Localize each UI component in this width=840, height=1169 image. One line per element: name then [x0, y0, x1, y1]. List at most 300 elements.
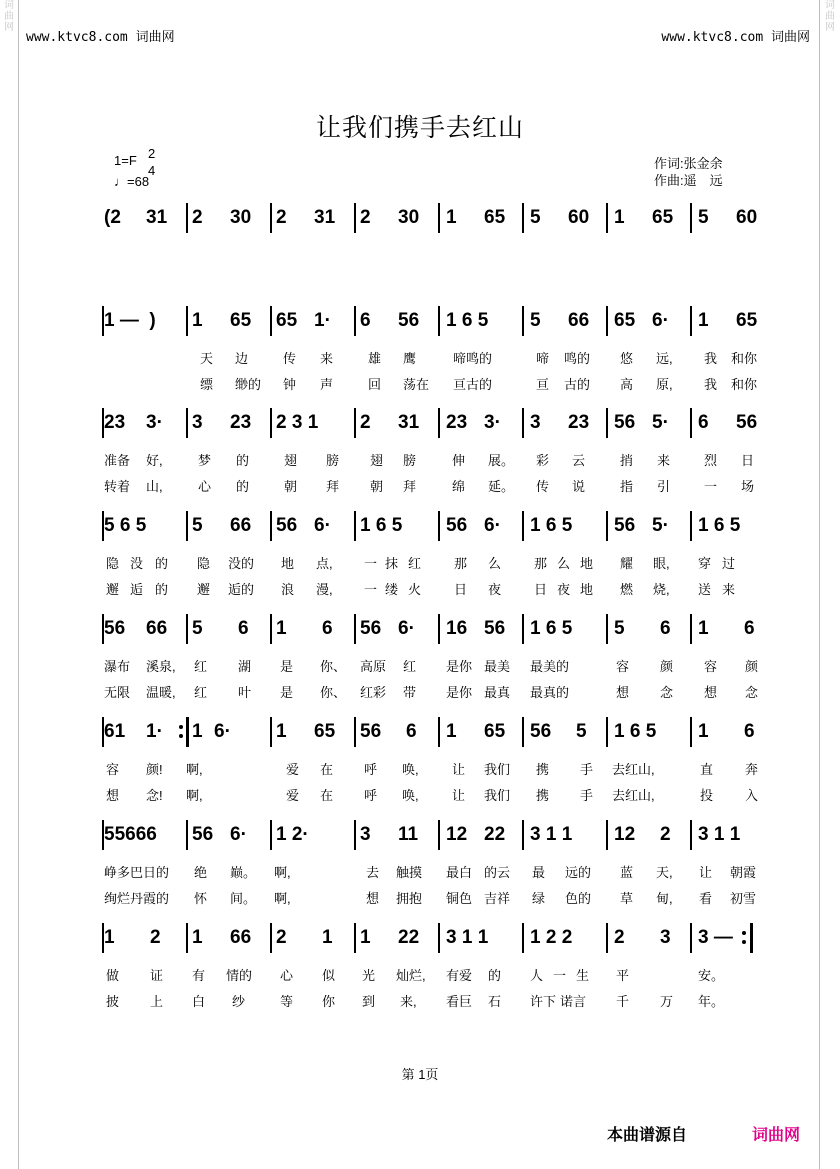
barline	[690, 408, 692, 438]
lyric-verse-2: 万	[660, 994, 674, 1009]
lyric-verse-2: 燃	[620, 582, 634, 597]
lyric-verse-2: 间。	[230, 891, 257, 906]
note-group: 6	[322, 618, 333, 639]
lyric-verse-1: 容	[106, 762, 120, 777]
barline	[690, 614, 692, 644]
note-group: 65	[314, 721, 336, 742]
lyric-verse-1: 心	[280, 968, 294, 983]
note-group: 3	[530, 412, 541, 433]
lyric-verse-2: 看	[699, 891, 713, 906]
barline	[606, 923, 608, 953]
lyric-verse-2: 漫,	[316, 582, 333, 597]
note-group: 1 6 5	[360, 515, 403, 536]
barline	[522, 203, 524, 233]
lyric-verse-1: 穿	[698, 556, 712, 571]
note-group: 5	[576, 721, 587, 742]
note-group: 65	[484, 721, 506, 742]
barline	[522, 511, 524, 541]
lyric-verse-1: 云	[572, 453, 586, 468]
lyric-verse-1: 的	[236, 453, 250, 468]
barline	[606, 717, 608, 747]
score-system	[0, 820, 840, 850]
lyric-verse-2: 火	[408, 582, 422, 597]
note-group: 56	[614, 515, 636, 536]
lyric-verse-2: 日	[454, 582, 468, 597]
time-signature	[148, 145, 155, 179]
lyric-verse-2: 纱	[232, 994, 246, 1009]
lyric-verse-2: 和你	[731, 377, 758, 392]
note-group: 1·	[314, 310, 331, 331]
barline	[186, 306, 188, 336]
lyric-verse-2: 到	[362, 994, 376, 1009]
note-group: 3 1 1	[530, 824, 573, 845]
note-group: 1	[698, 618, 709, 639]
lyric-verse-1: 么	[488, 556, 502, 571]
lyric-verse-1: 手	[580, 762, 594, 777]
note-group: 1 6 5	[446, 310, 489, 331]
note-group: 1	[360, 927, 371, 948]
lyric-verse-2: 念!	[146, 788, 163, 803]
lyric-verse-2: 最真的	[530, 685, 570, 700]
lyric-verse-1: 瀑布	[104, 659, 131, 674]
note-group: 6·	[652, 310, 669, 331]
barline	[522, 408, 524, 438]
lyric-verse-1: 爱	[286, 762, 300, 777]
note-group: 5	[698, 207, 709, 228]
lyric-verse-1: 红	[194, 659, 208, 674]
repeat-dots	[179, 723, 183, 741]
note-group: 5	[530, 207, 541, 228]
lyric-verse-1: 最白	[446, 865, 473, 880]
note-group: 6·	[230, 824, 247, 845]
meter-top: 2	[148, 146, 156, 161]
note-group: 60	[736, 207, 758, 228]
note-group: (2	[104, 207, 121, 228]
lyric-verse-1: 红	[403, 659, 417, 674]
repeat-dots	[742, 929, 746, 947]
lyric-verse-1: 蓝	[620, 865, 634, 880]
lyric-verse-1: 在	[320, 762, 334, 777]
lyric-verse-2: 你、	[320, 685, 347, 700]
score-system	[0, 408, 840, 438]
note-group: 65	[614, 310, 636, 331]
lyric-verse-1: 来	[320, 351, 334, 366]
lyric-verse-2: 逅	[130, 582, 144, 597]
barline	[438, 923, 440, 953]
barline	[690, 820, 692, 850]
note-group: 2	[614, 927, 625, 948]
lyric-verse-1: 没	[130, 556, 144, 571]
note-group: 6	[744, 618, 755, 639]
lyric-verse-2: 钟	[283, 377, 297, 392]
note-group: 56	[104, 618, 126, 639]
lyricist-credit: 作词:张金余	[654, 156, 723, 171]
lyric-verse-1: 翅	[370, 453, 384, 468]
barline	[354, 408, 356, 438]
lyric-verse-2: 绿	[532, 891, 546, 906]
barline	[438, 614, 440, 644]
lyric-verse-1: 容	[704, 659, 718, 674]
note-group: 5	[192, 618, 203, 639]
lyric-verse-1: 有	[192, 968, 206, 983]
lyric-verse-1: 边	[235, 351, 249, 366]
lyric-verse-1: 是你	[446, 659, 473, 674]
note-group: 56	[614, 412, 636, 433]
score-system	[0, 306, 840, 336]
lyric-verse-2: 来	[722, 582, 736, 597]
note-group: 65	[736, 310, 758, 331]
lyric-verse-2: 色的	[565, 891, 592, 906]
lyric-verse-1: 眼,	[653, 556, 670, 571]
note-group: 31	[314, 207, 336, 228]
note-group: 2	[192, 207, 203, 228]
lyric-verse-2: 绚烂丹霞的	[104, 891, 170, 906]
lyric-verse-1: 呼	[364, 762, 378, 777]
note-group: 1	[322, 927, 333, 948]
lyric-verse-1: 和你	[731, 351, 758, 366]
note-group: 61	[104, 721, 126, 742]
lyric-verse-1: 膀	[403, 453, 417, 468]
barline	[690, 923, 692, 953]
lyric-verse-1: 人	[530, 968, 544, 983]
lyric-verse-2: 想	[704, 685, 718, 700]
note-group: 2	[150, 927, 161, 948]
lyric-verse-1: 抹	[385, 556, 399, 571]
note-group: 30	[230, 207, 252, 228]
barline	[270, 511, 272, 541]
lyric-verse-1: 翅	[284, 453, 298, 468]
note-group: 56	[276, 515, 298, 536]
lyric-verse-1: 没的	[228, 556, 255, 571]
lyric-verse-1: 携	[536, 762, 550, 777]
lyric-verse-1: 准备	[104, 453, 131, 468]
composer-credit: 作曲:遥 远	[654, 173, 723, 188]
lyric-verse-1: 远,	[656, 351, 673, 366]
lyric-verse-1: 那	[534, 556, 548, 571]
lyric-verse-1: 捎	[620, 453, 634, 468]
lyric-verse-2: 声	[320, 377, 334, 392]
lyric-verse-2: 想	[616, 685, 630, 700]
note-group: 1	[276, 618, 287, 639]
lyric-verse-2: 甸,	[656, 891, 673, 906]
lyric-verse-2: 邂	[197, 582, 211, 597]
lyric-verse-2: 朝	[284, 479, 298, 494]
lyric-verse-1: 做	[106, 968, 120, 983]
lyric-verse-2: 邂	[106, 582, 120, 597]
barline	[522, 306, 524, 336]
lyric-verse-1: 奔	[745, 762, 759, 777]
lyric-verse-2: 的	[155, 582, 169, 597]
lyric-verse-2: 投	[700, 788, 714, 803]
note-group: 6·	[484, 515, 501, 536]
note-group: 66	[568, 310, 590, 331]
lyric-verse-1: 唤,	[402, 762, 419, 777]
lyric-verse-2: 铜色	[446, 891, 473, 906]
lyric-verse-2: 等	[280, 994, 294, 1009]
note-group: 6·	[314, 515, 331, 536]
lyric-verse-2: 回	[368, 377, 382, 392]
barline	[438, 511, 440, 541]
note-group: 23	[230, 412, 252, 433]
lyric-verse-1: 我	[704, 351, 718, 366]
lyric-verse-1: 日	[741, 453, 755, 468]
barline	[606, 820, 608, 850]
note-group: 6	[744, 721, 755, 742]
page-number: 第 1页	[401, 1067, 439, 1082]
lyric-verse-2: 携	[536, 788, 550, 803]
barline	[186, 614, 188, 644]
lyric-verse-1: 隐	[197, 556, 211, 571]
lyric-verse-2: 绵	[452, 479, 466, 494]
barline	[606, 408, 608, 438]
barline	[186, 820, 188, 850]
lyric-verse-1: 峥多巴日的	[104, 865, 170, 880]
final-repeat-barline	[750, 923, 753, 953]
score-system	[0, 203, 840, 233]
song-title: 让我们携手去红山	[315, 114, 524, 142]
note-group: 1 6 5	[698, 515, 741, 536]
note-group: 65	[276, 310, 298, 331]
barline	[690, 717, 692, 747]
lyric-verse-1: 过	[722, 556, 736, 571]
note-group: 3	[360, 824, 371, 845]
lyric-verse-1: 膀	[326, 453, 340, 468]
lyric-verse-1: 情的	[226, 968, 253, 983]
note-group: 3·	[484, 412, 501, 433]
lyric-verse-2: 的	[236, 479, 250, 494]
lyric-verse-1: 啊,	[186, 762, 203, 777]
lyric-verse-1: 来	[657, 453, 671, 468]
lyric-verse-2: 原,	[656, 377, 673, 392]
lyric-verse-2: 许下	[530, 994, 557, 1009]
lyric-verse-1: 展。	[488, 453, 515, 468]
note-group: 6	[698, 412, 709, 433]
note-group: 6	[406, 721, 417, 742]
lyric-verse-1: 天	[200, 351, 214, 366]
lyric-verse-2: 年。	[698, 994, 725, 1009]
note-group: 3 —	[698, 927, 733, 948]
barline	[438, 203, 440, 233]
note-group: 3 1 1	[446, 927, 489, 948]
lyric-verse-2: 场	[741, 479, 755, 494]
lyric-verse-2: 转着	[104, 479, 131, 494]
lyric-verse-2: 送	[698, 582, 712, 597]
note-group: 1	[192, 927, 203, 948]
lyric-verse-2: 古的	[564, 377, 591, 392]
note-group: 5	[192, 515, 203, 536]
lyric-verse-2: 荡在	[403, 377, 430, 392]
barline	[522, 614, 524, 644]
side-watermark-right: 词曲网	[825, 0, 835, 33]
lyric-verse-2: 吉祥	[484, 891, 511, 906]
lyric-verse-1: 的	[488, 968, 502, 983]
lyric-verse-2: 是你	[446, 685, 473, 700]
lyric-verse-2: 白	[192, 994, 206, 1009]
lyric-verse-1: 光	[362, 968, 376, 983]
lyric-verse-1: 的云	[484, 865, 511, 880]
lyric-verse-2: 指	[620, 479, 634, 494]
lyric-verse-2: 是	[280, 685, 294, 700]
lyric-verse-2: 怀	[194, 891, 208, 906]
lyric-verse-2: 去红山,	[612, 788, 655, 803]
lyric-verse-2: 石	[488, 994, 502, 1009]
note-group: 1	[192, 721, 203, 742]
lyric-verse-2: 缈的	[235, 377, 262, 392]
barline	[606, 203, 608, 233]
lyric-verse-2: 我们	[484, 788, 511, 803]
lyric-verse-2: 逅的	[228, 582, 255, 597]
note-group: 5·	[652, 515, 669, 536]
lyric-verse-2: 我	[704, 377, 718, 392]
lyric-verse-2: 缥	[200, 377, 214, 392]
lyric-verse-2: 拥抱	[396, 891, 423, 906]
barline	[522, 923, 524, 953]
lyric-verse-1: 一	[364, 556, 378, 571]
lyric-verse-2: 唤,	[402, 788, 419, 803]
lyric-verse-1: 绝	[194, 865, 208, 880]
barline	[270, 923, 272, 953]
lyric-verse-1: 似	[322, 968, 336, 983]
note-group: 23	[568, 412, 590, 433]
note-group: 65	[230, 310, 252, 331]
tempo-value: =68	[127, 174, 150, 189]
barline	[690, 203, 692, 233]
lyric-verse-1: 朝霞	[730, 865, 757, 880]
lyric-verse-2: 红	[194, 685, 208, 700]
barline	[186, 923, 188, 953]
lyric-verse-2: 无限	[104, 685, 131, 700]
lyric-verse-1: 颜	[745, 659, 759, 674]
lyric-verse-1: 触摸	[396, 865, 423, 880]
note-group: 22	[398, 927, 420, 948]
barline	[354, 614, 356, 644]
lyric-verse-1: 巅。	[230, 865, 257, 880]
note-group: 5 6 5	[104, 515, 147, 536]
meter-bottom: 4	[148, 163, 156, 178]
lyric-verse-2: 一	[704, 479, 718, 494]
note-group: 56	[192, 824, 214, 845]
lyric-verse-1: 彩	[536, 453, 550, 468]
lyric-verse-2: 入	[745, 788, 759, 803]
lyric-verse-2: 引	[657, 479, 671, 494]
lyric-verse-1: 悠	[620, 351, 634, 366]
barline	[270, 820, 272, 850]
lyric-verse-1: 啊,	[274, 865, 291, 880]
lyric-verse-2: 带	[403, 685, 417, 700]
note-group: 1	[614, 207, 625, 228]
lyric-verse-1: 你、	[320, 659, 347, 674]
lyric-verse-2: 红彩	[360, 685, 387, 700]
lyric-verse-1: 地	[580, 556, 594, 571]
lyric-verse-2: 想	[106, 788, 120, 803]
barline	[354, 820, 356, 850]
lyric-verse-1: 啼鸣的	[453, 351, 493, 366]
side-watermark-left: 词曲网	[4, 0, 14, 33]
lyric-verse-2: 温暖,	[146, 685, 176, 700]
note-group: 3 1 1	[698, 824, 741, 845]
note-group: 1 2·	[276, 824, 309, 845]
barline	[606, 306, 608, 336]
lyric-verse-2: 看巨	[446, 994, 473, 1009]
barline	[270, 306, 272, 336]
header-right-site[interactable]: www.ktvc8.com 词曲网	[661, 30, 810, 45]
lyric-verse-2: 呼	[364, 788, 378, 803]
lyric-verse-2: 一	[364, 582, 378, 597]
lyric-verse-2: 啊,	[186, 788, 203, 803]
lyric-verse-1: 最	[532, 865, 546, 880]
note-group: 23	[104, 412, 126, 433]
lyric-verse-1: 隐	[106, 556, 120, 571]
lyric-verse-1: 好,	[146, 453, 163, 468]
note-group: 6	[360, 310, 371, 331]
note-group: 1 2 2	[530, 927, 573, 948]
lyric-verse-2: 啊,	[274, 891, 291, 906]
lyric-verse-1: 溪泉,	[146, 659, 176, 674]
lyric-verse-2: 说	[572, 479, 586, 494]
lyric-verse-1: 耀	[620, 556, 634, 571]
lyric-verse-2: 在	[320, 788, 334, 803]
note-group: 1	[446, 207, 457, 228]
lyric-verse-2: 高	[620, 377, 634, 392]
repeat-barline	[186, 717, 189, 747]
footer-source-label: 本曲谱源自	[607, 1127, 688, 1144]
note-group: 1	[192, 310, 203, 331]
lyric-verse-1: 地	[281, 556, 295, 571]
note-group: 65	[652, 207, 674, 228]
note-group: 3	[192, 412, 203, 433]
note-group: 1	[104, 927, 115, 948]
score-system	[0, 923, 840, 953]
footer-site-name[interactable]: 词曲网	[752, 1127, 801, 1144]
note-group: 1	[698, 310, 709, 331]
lyric-verse-2: 亘古的	[453, 377, 493, 392]
header-left-site[interactable]: www.ktvc8.com 词曲网	[26, 30, 175, 45]
note-group: 56	[530, 721, 552, 742]
lyric-verse-1: 雄	[368, 351, 382, 366]
barline	[438, 408, 440, 438]
barline	[606, 511, 608, 541]
note-group: 6	[238, 618, 249, 639]
lyric-verse-2: 夜	[557, 582, 571, 597]
note-group: 22	[484, 824, 506, 845]
note-group: 6	[660, 618, 671, 639]
lyric-verse-1: 一	[553, 968, 567, 983]
note-group: 66	[230, 927, 252, 948]
note-group: 5	[614, 618, 625, 639]
lyric-verse-1: 去	[366, 865, 380, 880]
key-signature: 1=F	[114, 153, 137, 168]
note-group: 2 3 1	[276, 412, 319, 433]
note-group: 56	[360, 721, 382, 742]
score-system	[0, 717, 840, 747]
lyric-verse-1: 容	[616, 659, 630, 674]
lyric-verse-1: 平	[616, 968, 630, 983]
note-group: 5·	[652, 412, 669, 433]
lyric-verse-2: 念	[660, 685, 674, 700]
lyric-verse-1: 生	[576, 968, 590, 983]
lyric-verse-2: 朝	[370, 479, 384, 494]
lyric-verse-1: 直	[700, 762, 714, 777]
lyric-verse-2: 夜	[488, 582, 502, 597]
note-group: 56	[360, 618, 382, 639]
lyric-verse-1: 天,	[656, 865, 673, 880]
lyric-verse-2: 来,	[400, 994, 417, 1009]
lyric-verse-2: 烧,	[653, 582, 670, 597]
lyric-verse-2: 披	[106, 994, 120, 1009]
note-group: 2	[360, 412, 371, 433]
lyric-verse-2: 山,	[146, 479, 163, 494]
lyric-verse-1: 灿烂,	[396, 968, 426, 983]
